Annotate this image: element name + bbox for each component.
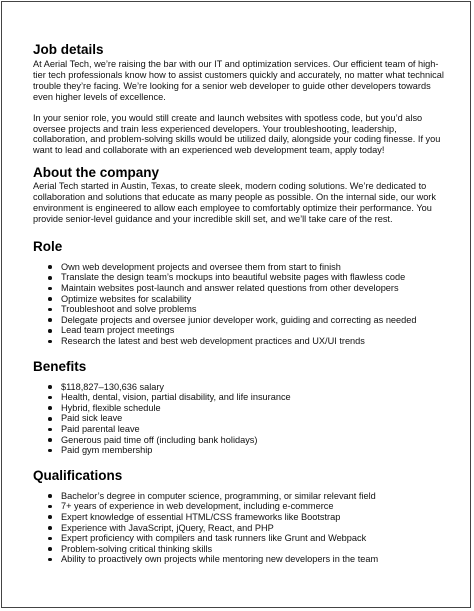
benefits-section — [33, 358, 451, 456]
document-content — [33, 41, 451, 565]
role-item: Maintain websites post-launch and answer related questions from other developers — [33, 283, 451, 294]
role-heading: Role — [33, 238, 63, 254]
qualification-item: Experience with JavaScript, jQuery, React, and PHP — [33, 523, 451, 534]
about-company-section — [33, 164, 451, 225]
about-company-heading: About the company — [33, 165, 160, 181]
benefits-heading: Benefits — [33, 358, 87, 374]
benefit-item: Generous paid time off (including bank holidays) — [33, 435, 451, 446]
job-details-paragraph-2: In your senior role, you would still create and launch websites with spotless code, but you’d also oversee projects and train less experienced developers. Your troubleshooting, leadership, collaboration, and problem-solving skills would be utilized daily, alongside your coding finesse. If you want to lead and collaborate with an experienced web development team, apply today! — [33, 112, 441, 156]
role-item: Lead team project meetings — [33, 325, 451, 336]
job-details-section — [33, 41, 451, 156]
benefit-item: Paid sick leave — [33, 413, 451, 424]
role-item: Troubleshoot and solve problems — [33, 304, 451, 315]
job-details-heading: Job details — [33, 42, 104, 57]
qualifications-section — [33, 467, 451, 565]
qualification-item: Expert proficiency with compilers and task runners like Grunt and Webpack — [33, 533, 451, 544]
role-item: Research the latest and best web development practices and UX/UI trends — [33, 336, 451, 347]
role-item: Optimize websites for scalability — [33, 294, 451, 305]
benefit-item: $118,827–130,636 salary — [33, 382, 451, 393]
qualification-item: Ability to proactively own projects while mentoring new developers in the team — [33, 554, 451, 565]
benefit-item: Hybrid, flexible schedule — [33, 403, 451, 414]
role-item: Delegate projects and oversee junior developer work, guiding and correcting as needed — [33, 315, 451, 326]
qualification-item: Problem-solving critical thinking skills — [33, 544, 451, 555]
benefit-item: Health, dental, vision, partial disability, and life insurance — [33, 392, 451, 403]
benefit-item: Paid gym membership — [33, 445, 451, 456]
qualifications-list — [33, 491, 451, 565]
qualification-item: 7+ years of experience in web development, including e-commerce — [33, 501, 451, 512]
document-page — [1, 1, 471, 608]
role-item: Translate the design team’s mockups into beautiful website pages with flawless code — [33, 272, 451, 283]
qualification-item: Expert knowledge of essential HTML/CSS frameworks like Bootstrap — [33, 512, 451, 523]
qualifications-heading: Qualifications — [33, 467, 123, 483]
about-company-paragraph: Aerial Tech started in Austin, Texas, to create sleek, modern coding solutions. We’re dedicated to collaboration and solutions that educate as many people as possible. On the internal side, our work environment is engineered to allow each employee to comfortably optimize their performance. You provide senior-level guidance and your incredible skill set, and we’ll take care of the rest. — [33, 181, 436, 224]
benefit-item: Paid parental leave — [33, 424, 451, 435]
qualification-item: Bachelor’s degree in computer science, programming, or similar relevant field — [33, 491, 451, 502]
benefits-list — [33, 382, 451, 456]
role-item: Own web development projects and oversee them from start to finish — [33, 262, 451, 273]
role-list — [33, 262, 451, 347]
job-details-paragraph-1: At Aerial Tech, we’re raising the bar with our IT and optimization services. Our efficient team of high-tier tech professionals know how to assist customers quickly and accurately, no matter what technical trouble they’re facing. We’re looking for a senior web developer to guide other developers towards even higher levels of excellence. — [33, 59, 444, 102]
role-section — [33, 238, 451, 347]
